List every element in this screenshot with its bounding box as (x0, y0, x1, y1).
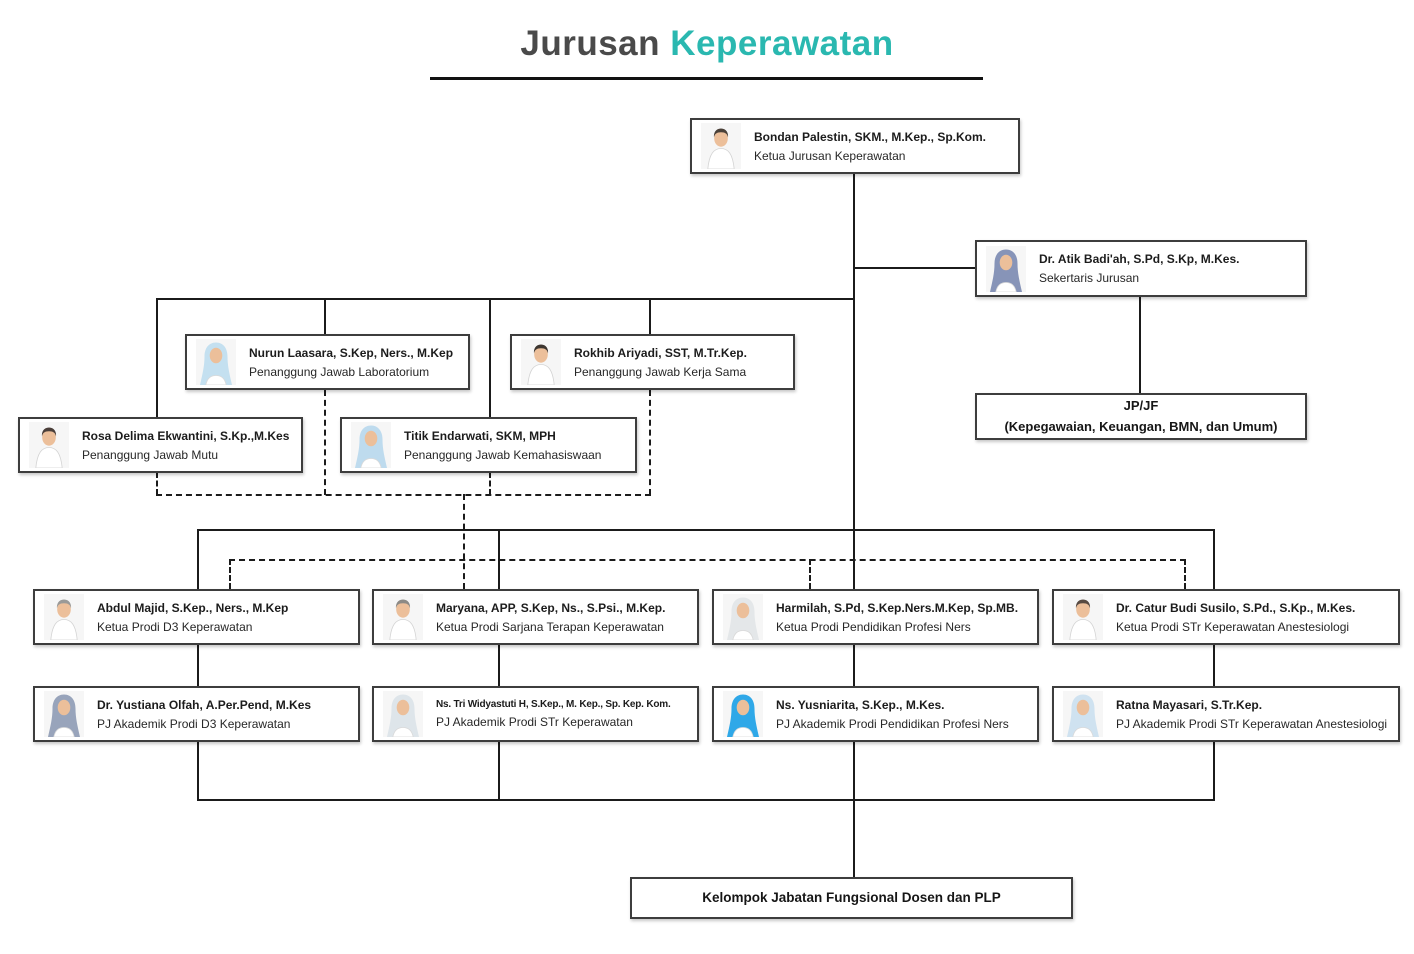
person-photo (986, 246, 1026, 292)
person-photo (383, 594, 423, 640)
person-role: Penanggung Jawab Kerja Sama (574, 364, 747, 379)
connector-line (649, 298, 651, 335)
node-kaprodi-sarjana-terapan (372, 589, 699, 645)
person-role: Penanggung Jawab Kemahasiswaan (404, 447, 602, 462)
person-role: Ketua Prodi D3 Keperawatan (97, 619, 253, 634)
connector-dashed (463, 494, 465, 589)
connector-line (156, 298, 855, 300)
connector-line (1139, 297, 1141, 393)
person-photo (351, 422, 391, 468)
connector-line (197, 742, 199, 800)
connector-line (853, 172, 855, 878)
node-pj-kemahasiswaan (340, 417, 637, 473)
connector-line (197, 645, 199, 687)
person-name: Dr. Yustiana Olfah, A.Per.Pend, M.Kes (97, 697, 312, 712)
node-pj-akademik-anestesiologi (1052, 686, 1400, 742)
connector-dashed (809, 559, 811, 589)
connector-dashed (489, 472, 491, 495)
person-photo (44, 691, 84, 737)
person-photo (701, 123, 741, 169)
person-photo (1063, 594, 1103, 640)
connector-line (853, 267, 975, 269)
person-name: Maryana, APP, S.Kep, Ns., S.Psi., M.Kep. (436, 600, 666, 615)
node-kaprodi-anestesiologi (1052, 589, 1400, 645)
connector-line (197, 529, 199, 589)
jpjf-line1: JP/JF (1123, 398, 1159, 414)
connector-line (156, 298, 158, 417)
person-photo (29, 422, 69, 468)
title-prefix: Jurusan (520, 24, 661, 63)
person-name: Harmilah, S.Pd, S.Kep.Ners.M.Kep, Sp.MB. (776, 600, 1019, 615)
person-photo (44, 594, 84, 640)
node-kaprodi-d3 (33, 589, 360, 645)
person-name: Dr. Catur Budi Susilo, S.Pd., S.Kp., M.Kes. (1116, 600, 1356, 615)
person-name: Ns. Tri Widyastuti H, S.Kep., M. Kep., Sp. Kep. Kom. (436, 699, 671, 710)
person-role: Sekertaris Jurusan (1039, 271, 1140, 285)
person-photo (196, 339, 236, 385)
node-pj-akademik-str (372, 686, 699, 742)
node-pj-kerja-sama (510, 334, 795, 390)
connector-line (489, 298, 491, 417)
person-name: Nurun Laasara, S.Kep, Ners., M.Kep (249, 345, 454, 360)
connector-line (498, 645, 500, 687)
connector-dashed (156, 472, 158, 495)
node-jpjf (975, 393, 1307, 440)
node-pj-akademik-profesi-ners (712, 686, 1039, 742)
connector-line (1213, 645, 1215, 687)
person-name: Rosa Delima Ekwantini, S.Kp.,M.Kes (82, 428, 290, 443)
person-role: PJ Akademik Prodi D3 Keperawatan (97, 716, 291, 731)
connector-dashed (156, 494, 651, 496)
node-sekretaris-jurusan (975, 240, 1307, 297)
page-title (0, 24, 1414, 64)
node-ketua-jurusan (690, 118, 1020, 174)
person-photo (383, 691, 423, 737)
person-role: PJ Akademik Prodi STr Keperawatan Anestesiologi (1116, 716, 1388, 731)
person-role: Ketua Prodi Sarjana Terapan Keperawatan (436, 619, 664, 634)
node-kelompok-fungsional (630, 877, 1073, 919)
kelompok-label: Kelompok Jabatan Fungsional Dosen dan PLP (702, 889, 1001, 905)
connector-dashed (229, 559, 231, 589)
person-photo (521, 339, 561, 385)
connector-dashed (229, 559, 1186, 561)
node-pj-laboratorium (185, 334, 470, 390)
person-role: Penanggung Jawab Laboratorium (249, 364, 430, 379)
connector-line (1213, 529, 1215, 589)
person-role: Ketua Jurusan Keperawatan (754, 148, 906, 163)
connector-line (1213, 742, 1215, 800)
person-role: PJ Akademik Prodi STr Keperawatan (436, 715, 633, 729)
node-pj-akademik-d3 (33, 686, 360, 742)
title-highlight: Keperawatan (670, 24, 894, 63)
person-name: Ratna Mayasari, S.Tr.Kep. (1116, 697, 1263, 712)
connector-line (197, 799, 1215, 801)
person-photo (723, 691, 763, 737)
person-role: Penanggung Jawab Mutu (82, 447, 219, 462)
person-name: Dr. Atik Badi'ah, S.Pd, S.Kp, M.Kes. (1039, 252, 1240, 266)
person-name: Ns. Yusniarita, S.Kep., M.Kes. (776, 697, 945, 712)
node-kaprodi-profesi-ners (712, 589, 1039, 645)
connector-dashed (1184, 559, 1186, 589)
node-pj-mutu (18, 417, 303, 473)
connector-line (324, 298, 326, 335)
person-name: Rokhib Ariyadi, SST, M.Tr.Kep. (574, 345, 747, 360)
connector-line (197, 529, 1214, 531)
connector-dashed (649, 390, 651, 495)
person-photo (723, 594, 763, 640)
person-name: Abdul Majid, S.Kep., Ners., M.Kep (97, 600, 289, 615)
connector-dashed (324, 390, 326, 495)
jpjf-line2: (Kepegawaian, Keuangan, BMN, dan Umum) (1004, 418, 1278, 434)
person-role: Ketua Prodi Pendidikan Profesi Ners (776, 619, 971, 634)
person-name: Titik Endarwati, SKM, MPH (404, 428, 556, 443)
person-role: Ketua Prodi STr Keperawatan Anestesiologi (1116, 619, 1350, 634)
person-photo (1063, 691, 1103, 737)
title-underline (430, 77, 983, 80)
person-name: Bondan Palestin, SKM., M.Kep., Sp.Kom. (754, 129, 987, 144)
person-role: PJ Akademik Prodi Pendidikan Profesi Ners (776, 716, 1009, 731)
connector-line (498, 742, 500, 800)
